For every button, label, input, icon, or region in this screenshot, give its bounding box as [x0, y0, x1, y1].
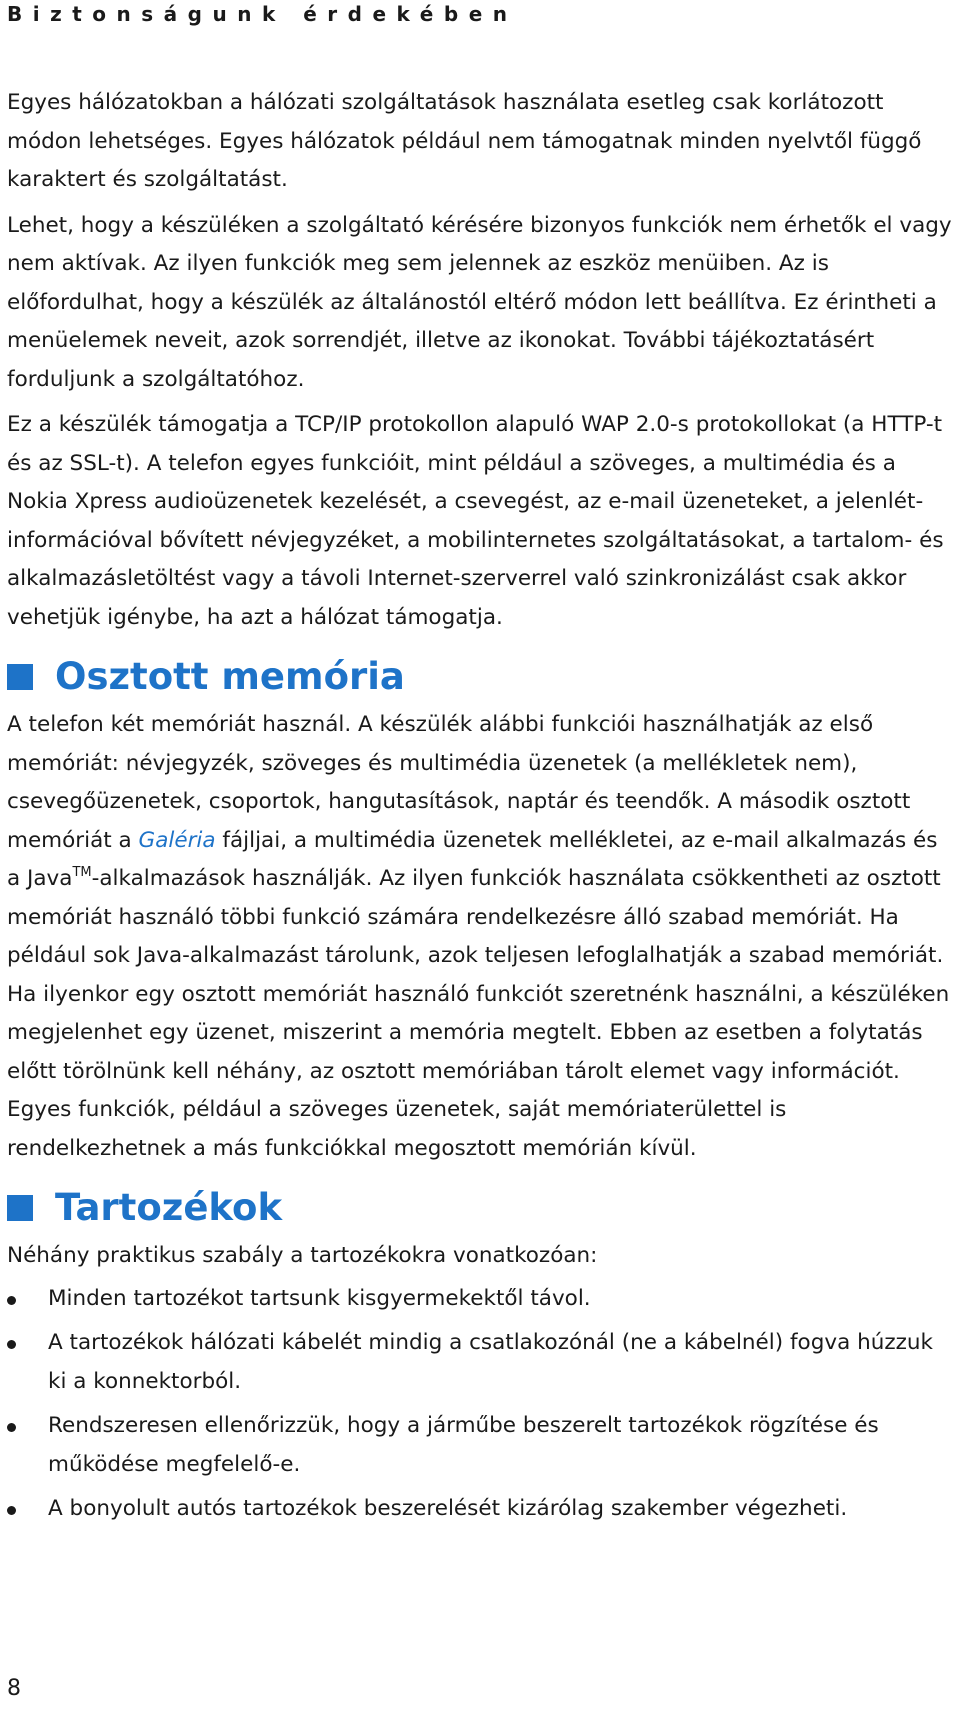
accessories-intro: Néhány praktikus szabály a tartozékokra vonatkozóan:: [7, 1243, 598, 1268]
list-item: [7, 1324, 955, 1401]
section-heading-shared-memory: [7, 654, 955, 700]
bullet-icon: [7, 1423, 16, 1432]
list-item: [7, 1407, 955, 1484]
accessories-bullet-list: [7, 1280, 955, 1529]
list-item-text: A tartozékok hálózati kábelét mindig a csatlakozónál (ne a kábelnél) fogva húzzuk ki a konnektorból.: [48, 1330, 933, 1394]
list-item: [7, 1280, 955, 1319]
shared-memory-paragraph: [7, 706, 955, 1168]
shared-memory-text-2: fájljai, a multimédia üzenetek mellékletei, az e-mail alkalmazás és a Java: [7, 827, 938, 891]
section-heading-accessories: [7, 1185, 955, 1231]
intro-paragraph-1: Egyes hálózatokban a hálózati szolgáltatások használata esetleg csak korlátozott módon lehetséges. Egyes hálózatok például nem támogatnak minden nyelvtől függő karaktert és szolgáltatást.: [7, 90, 922, 192]
section-square-icon: [7, 1195, 33, 1221]
list-item-text: Rendszeresen ellenőrizzük, hogy a járműbe beszerelt tartozékok rögzítése és működése megfelelő-e.: [48, 1413, 879, 1477]
intro-paragraph-3: Ez a készülék támogatja a TCP/IP protokollon alapuló WAP 2.0-s protokollokat (a HTTP-t és az SSL-t). A telefon egyes funkcióit, mint például a szöveges, a multimédia és a Nokia Xpress audioüzenetek kezelését, a csevegést, az e-mail üzeneteket, a jelenlét-információval bővített névjegyzéket, a mobilinternetes szolgáltatásokat, a tartalom- és alkalmazásletöltést vagy a távoli Internet-szerverrel való szinkronizálást csak akkor vehetjük igénybe, ha azt a hálózat támogatja.: [7, 412, 944, 630]
shared-memory-text-3: -alkalmazások használják. Az ilyen funkciók használata csökkentheti az osztott memóriát használó többi funkció számára rendelkezésre álló szabad memóriát. Ha például sok Java-alkalmazást tárolunk, azok teljesen lefoglalhatják a szabad memóriát. Ha ilyenkor egy osztott memóriát használó funkciót szeretnénk használni, a készüléken megjelenhet egy üzenet, miszerint a memória megtelt. Ebben az esetben a folytatás előtt törölnünk kell néhány, az osztott memóriában tárolt elemet vagy információt. Egyes funkciók, például a szöveges üzenetek, saját memóriaterülettel is rendelkezhetnek a más funkciókkal megosztott memórián kívül.: [7, 866, 950, 1161]
section-heading-text: Osztott memória: [55, 655, 405, 698]
galeria-link[interactable]: Galéria: [138, 827, 216, 853]
trademark-mark: TM: [72, 865, 92, 880]
list-item-text: Minden tartozékot tartsunk kisgyermekektől távol.: [48, 1285, 591, 1311]
bullet-icon: [7, 1340, 16, 1349]
section-square-icon: [7, 664, 33, 690]
bullet-icon: [7, 1506, 16, 1515]
section-heading-text: Tartozékok: [55, 1186, 283, 1229]
page-number: 8: [7, 1676, 21, 1701]
intro-paragraph-2: Lehet, hogy a készüléken a szolgáltató kérésére bizonyos funkciók nem érhetők el vagy nem aktívak. Az ilyen funkciók meg sem jelennek az eszköz menüiben. Az is előfordulhat, hogy a készülék az általánostól eltérő módon lett beállítva. Ez érintheti a menüelemek neveit, azok sorrendjét, illetve az ikonokat. További tájékoztatásért forduljunk a szolgáltatóhoz.: [7, 212, 952, 392]
bullet-icon: [7, 1296, 16, 1305]
list-item: [7, 1490, 955, 1529]
page-body: [7, 84, 955, 1535]
list-item-text: A bonyolult autós tartozékok beszerelését kizárólag szakember végezheti.: [48, 1496, 848, 1521]
shared-memory-text-1: A telefon két memóriát használ. A készülék alábbi funkciói használhatják az első memóriát: névjegyzék, szöveges és multimédia üzenetek (a mellékletek nem), csevegőüzenetek, csoportok, hangutasítások, naptár és teendők. A második osztott memóriát a: [7, 712, 911, 853]
running-header: Biztonságunk érdekében: [7, 2, 518, 26]
